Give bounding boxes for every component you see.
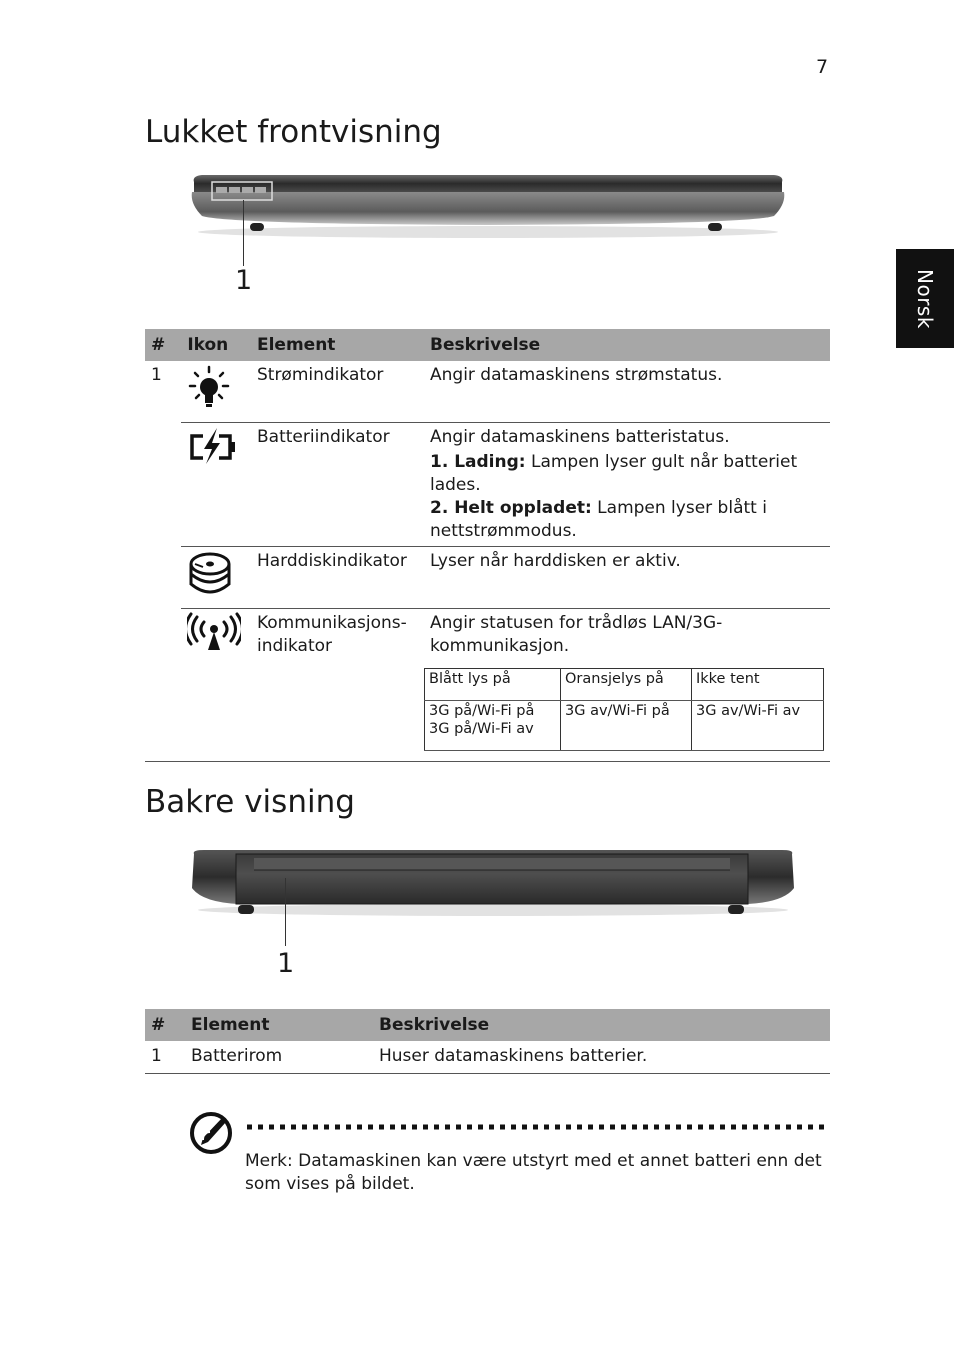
- language-tab-label: Norsk: [913, 268, 937, 329]
- description-main: Angir datamaskinens batteristatus.: [430, 427, 730, 447]
- note-pen-icon: [188, 1110, 234, 1156]
- row-number: [145, 423, 181, 547]
- battery-charge-icon: [187, 426, 239, 466]
- note-dotted-rule: [245, 1124, 830, 1130]
- column-header-number: #: [145, 1009, 185, 1041]
- element-name: Harddiskindikator: [251, 547, 424, 609]
- column-header-number: #: [145, 329, 181, 361]
- rear-view-table: [145, 1009, 830, 1074]
- fully-charged-text: Lampen lyser blått i nettstrømmodus.: [430, 498, 767, 541]
- element-name: Strømindikator: [256, 365, 384, 385]
- power-bulb-icon: [187, 364, 231, 412]
- status-header-orange: Oransjelys på: [561, 669, 692, 701]
- language-tab: [896, 249, 954, 348]
- page-number: 7: [816, 56, 829, 78]
- status-value: 3G på/Wi-Fi av: [429, 721, 534, 737]
- hard-disk-icon: [187, 550, 233, 600]
- section-title-rear: Bakre visning: [145, 784, 355, 820]
- status-cell-orange: 3G av/Wi-Fi på: [561, 701, 692, 751]
- element-name: Batteriindikator: [251, 423, 424, 547]
- table-row: [145, 423, 830, 547]
- laptop-rear-illustration: [188, 846, 798, 918]
- status-value: 3G på/Wi-Fi på: [429, 703, 535, 719]
- element-name-line2: indikator: [256, 636, 333, 656]
- table-row: [425, 701, 824, 751]
- column-header-description: Beskrivelse: [373, 1009, 830, 1041]
- table-row: [145, 547, 830, 609]
- note-label: Merk:: [245, 1151, 293, 1171]
- element-name-line1: Kommunikasjons-: [256, 613, 407, 633]
- note-text: [245, 1150, 830, 1196]
- fully-charged-status: [430, 497, 824, 543]
- indicator-status-table: [424, 668, 824, 751]
- element-description: [424, 609, 830, 762]
- status-header-blue: Blått lys på: [425, 669, 561, 701]
- row-number: 1: [145, 1041, 185, 1074]
- description-main: Angir statusen for trådløs LAN/3G-kommunikasjon.: [430, 613, 723, 656]
- element-description: Huser datamaskinens batterier.: [373, 1041, 830, 1074]
- status-header-off: Ikke tent: [692, 669, 824, 701]
- table-row: [145, 609, 830, 762]
- status-cell-off: 3G av/Wi-Fi av: [692, 701, 824, 751]
- row-number: 1: [151, 365, 162, 385]
- element-name: Batterirom: [185, 1041, 373, 1074]
- laptop-front-illustration: [188, 172, 788, 240]
- column-header-element: Element: [251, 329, 424, 361]
- charging-status: [430, 451, 824, 497]
- column-header-icon: Ikon: [181, 329, 251, 361]
- column-header-description: Beskrivelse: [424, 329, 830, 361]
- status-cell-blue: [425, 701, 561, 751]
- front-view-table: [145, 329, 830, 762]
- element-description: Lyser når harddisken er aktiv.: [424, 547, 830, 609]
- element-description: Angir datamaskinens strømstatus.: [430, 365, 723, 385]
- callout-number-rear: 1: [277, 948, 295, 979]
- column-header-element: Element: [185, 1009, 373, 1041]
- element-description: [424, 423, 830, 547]
- note-body: Datamaskinen kan være utstyrt med et annet batteri enn det som vises på bildet.: [245, 1151, 822, 1194]
- table-row: [425, 669, 824, 701]
- row-number: [145, 609, 181, 762]
- table-row: [145, 361, 830, 423]
- callout-number-front: 1: [235, 265, 253, 296]
- charging-label: 1. Lading:: [430, 452, 526, 472]
- table-row: [145, 1041, 830, 1074]
- callout-line-front: [243, 200, 244, 266]
- row-number: [145, 547, 181, 609]
- callout-line-rear: [285, 878, 286, 946]
- wireless-antenna-icon: [187, 612, 241, 654]
- fully-charged-label: 2. Helt oppladet:: [430, 498, 592, 518]
- element-name: [251, 609, 424, 762]
- section-title-front: Lukket frontvisning: [145, 114, 442, 150]
- charging-text: Lampen lyser gult når batteriet lades.: [430, 452, 798, 495]
